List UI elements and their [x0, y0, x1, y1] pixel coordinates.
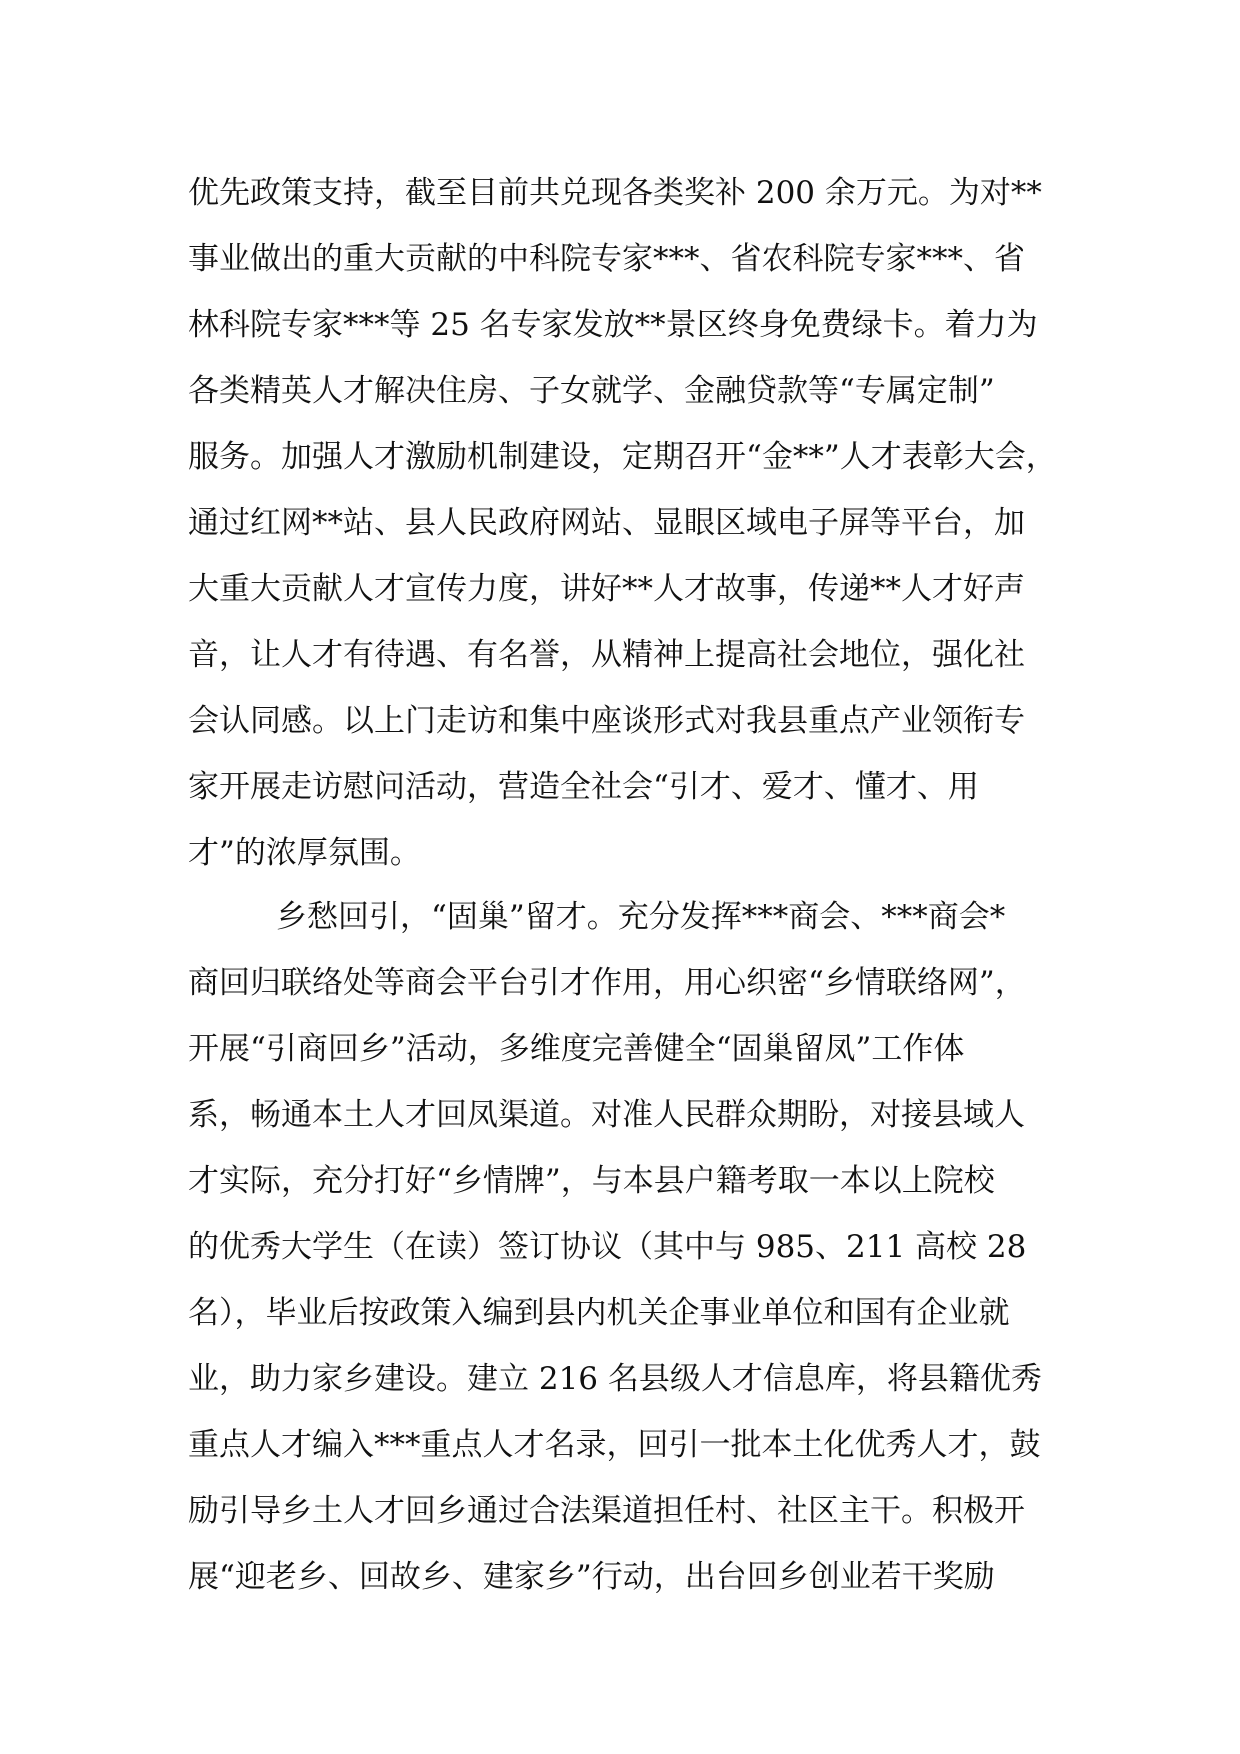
text-line: 各类精英人才解决住房、子女就学、金融贷款等“专属定制”	[188, 373, 995, 409]
paragraph-talent-incentives	[188, 160, 1068, 886]
paragraph-hometown-recruitment	[188, 884, 1068, 1610]
text-line: 名），毕业后按政策入编到县内机关企事业单位和国有企业就	[188, 1295, 1010, 1331]
text-line: 大重大贡献人才宣传力度，讲好**人才故事，传递**人才好声	[188, 571, 1025, 607]
text-line: 家开展走访慰问活动，营造全社会“引才、爱才、懂才、用	[188, 769, 979, 805]
text-line: 才实际，充分打好“乡情牌”，与本县户籍考取一本以上院校	[188, 1163, 995, 1199]
text-line: 优先政策支持，截至目前共兑现各类奖补 200 余万元。为对**	[188, 175, 1042, 211]
text-line: 音，让人才有待遇、有名誉，从精神上提高社会地位，强化社	[188, 637, 1025, 673]
text-line: 服务。加强人才激励机制建设，定期召开“金**”人才表彰大会，	[188, 439, 1057, 475]
text-line: 会认同感。以上门走访和集中座谈形式对我县重点产业领衔专	[188, 703, 1025, 739]
text-line: 林科院专家***等 25 名专家发放**景区终身免费绿卡。着力为	[188, 307, 1038, 343]
text-line: 的优秀大学生（在读）签订协议（其中与 985、211 高校 28	[188, 1229, 1027, 1265]
text-line: 开展“引商回乡”活动，多维度完善健全“固巢留凤”工作体	[188, 1031, 965, 1067]
text-line: 业，助力家乡建设。建立 216 名县级人才信息库，将县籍优秀	[188, 1361, 1042, 1397]
text-line: 展“迎老乡、回故乡、建家乡”行动，出台回乡创业若干奖励	[188, 1559, 995, 1595]
text-line: 事业做出的重大贡献的中科院专家***、省农科院专家***、省	[188, 241, 1025, 277]
text-line: 励引导乡土人才回乡通过合法渠道担任村、社区主干。积极开	[188, 1493, 1025, 1529]
text-line: 商回归联络处等商会平台引才作用，用心织密“乡情联络网”，	[188, 965, 1026, 1001]
text-line: 重点人才编入***重点人才名录，回引一批本土化优秀人才，鼓	[188, 1427, 1041, 1463]
text-line: 乡愁回引，“固巢”留才。充分发挥***商会、***商会*	[276, 899, 1006, 935]
text-line: 系，畅通本土人才回凤渠道。对准人民群众期盼，对接县域人	[188, 1097, 1025, 1133]
text-line: 才”的浓厚氛围。	[188, 835, 421, 871]
text-line: 通过红网**站、县人民政府网站、显眼区域电子屏等平台，加	[188, 505, 1025, 541]
